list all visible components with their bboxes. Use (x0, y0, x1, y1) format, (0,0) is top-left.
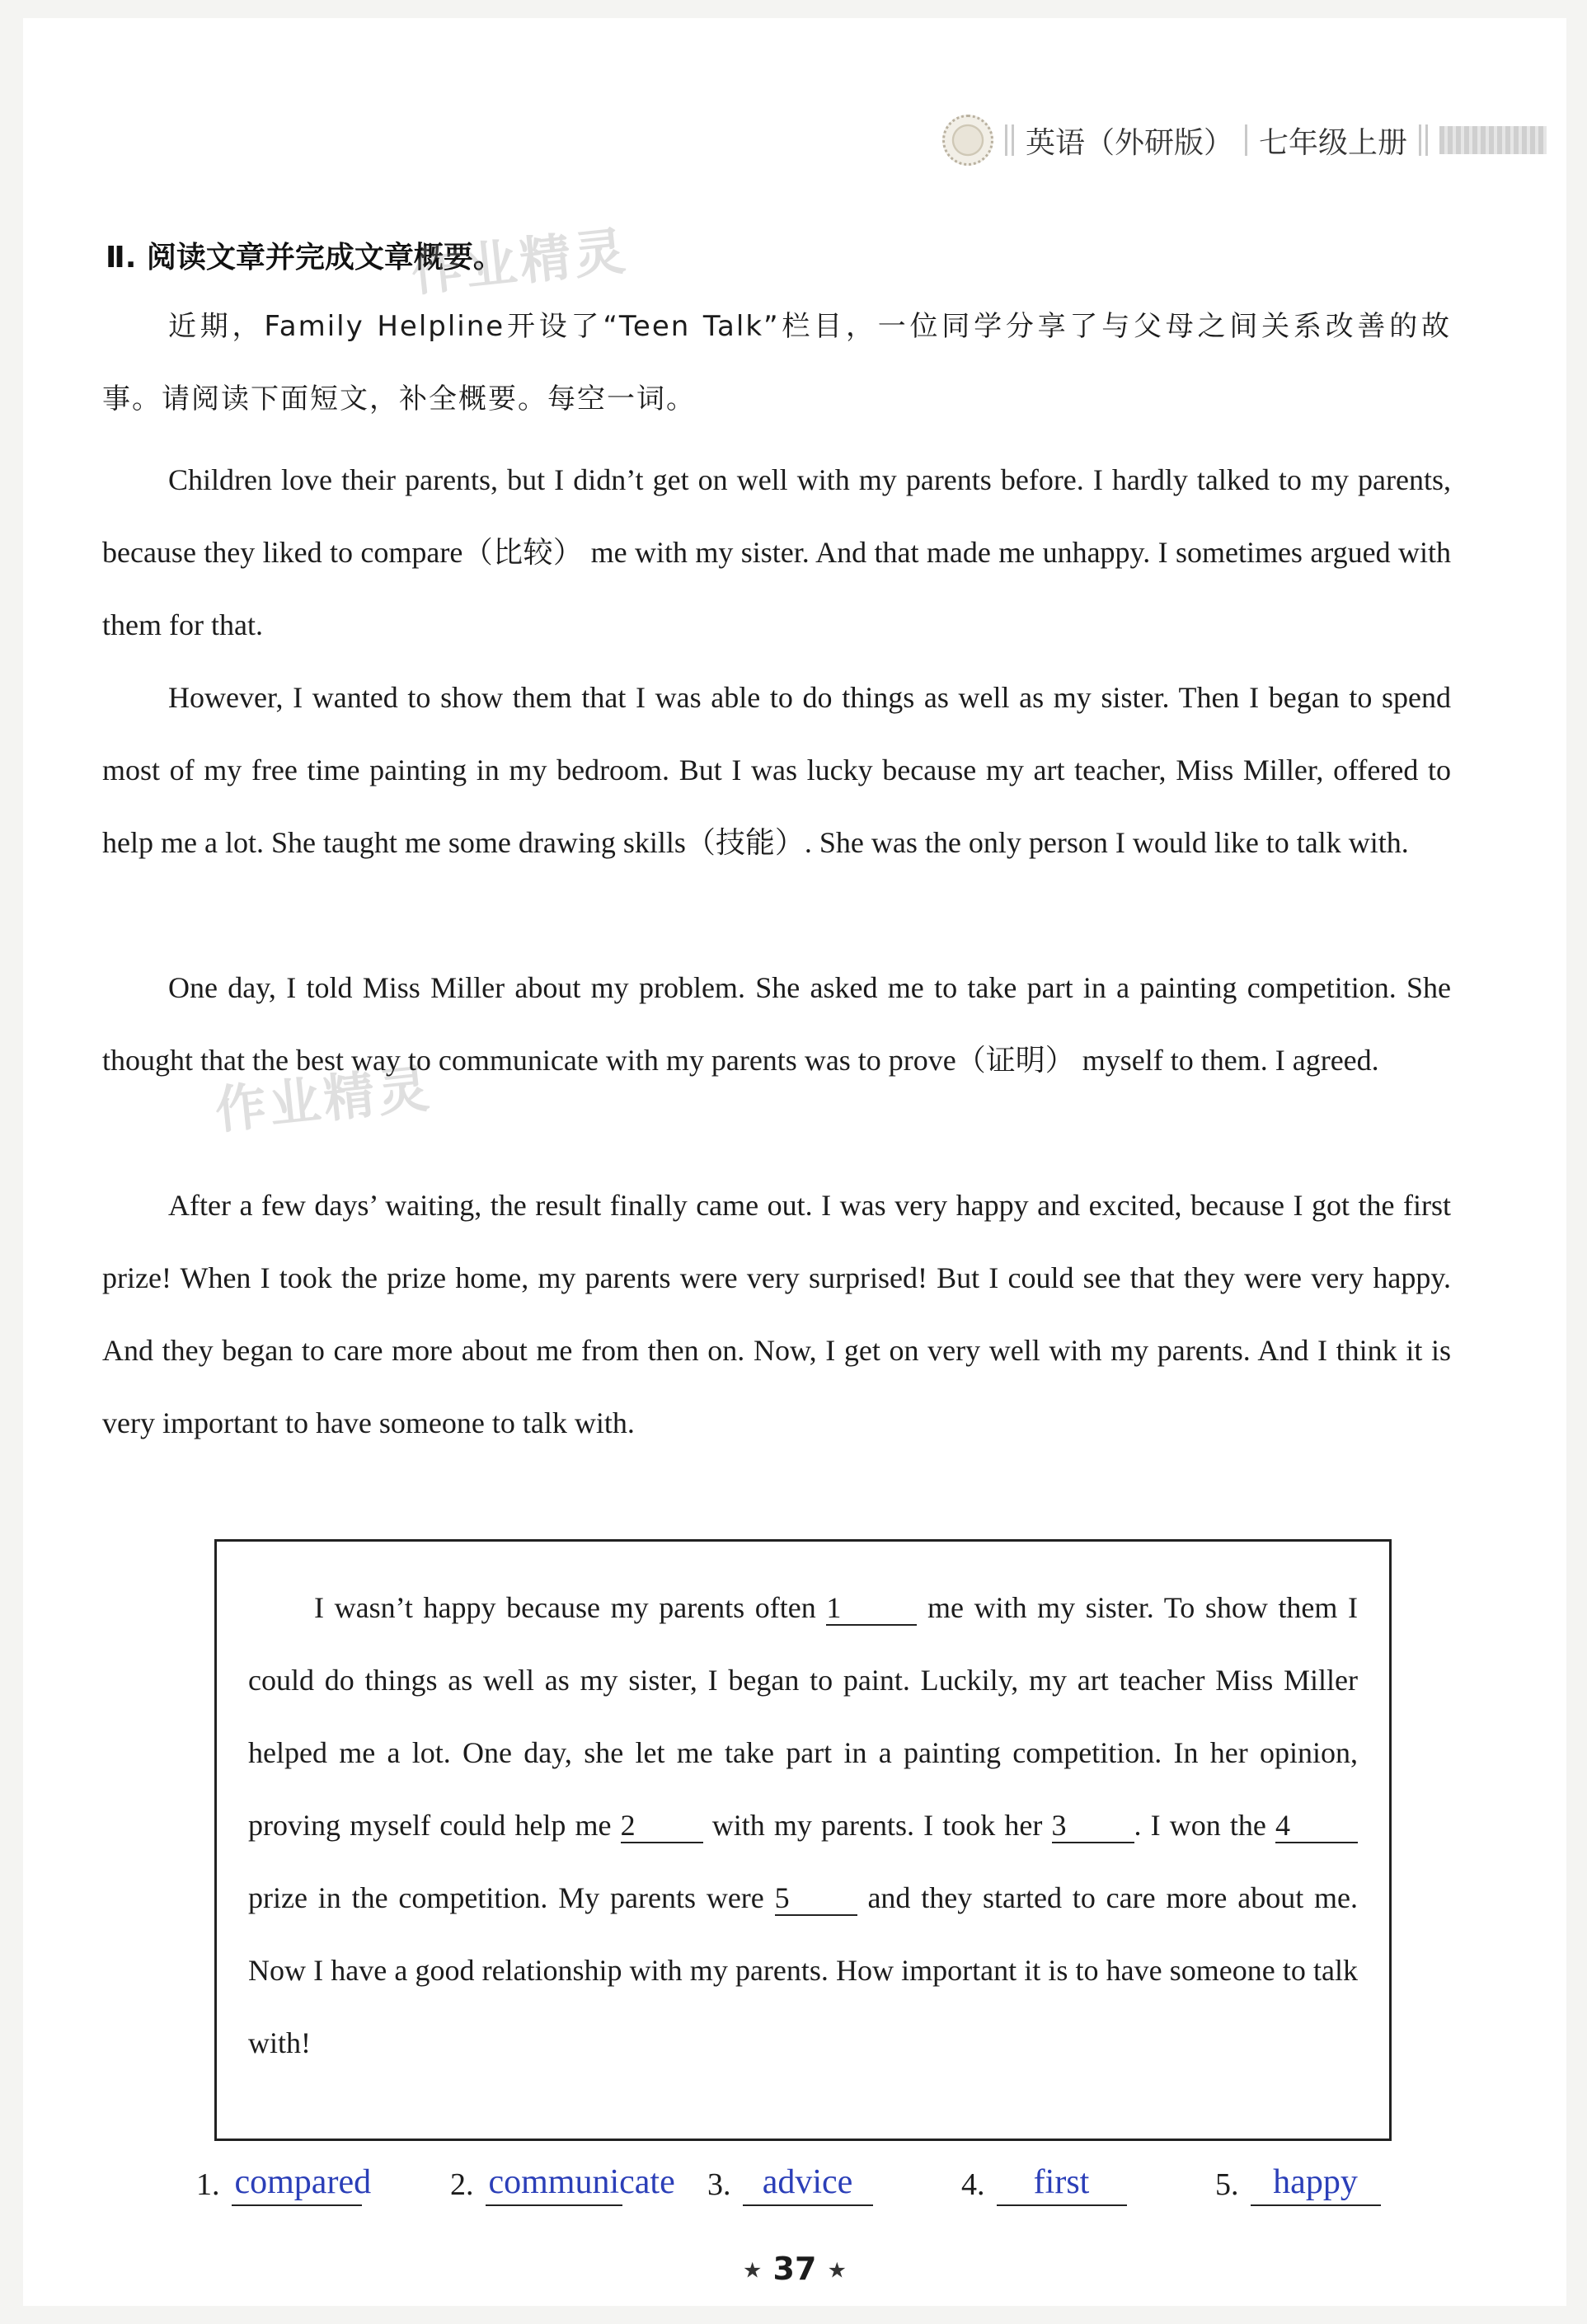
blank-4[interactable]: 4 (1275, 1809, 1358, 1843)
summary-text (248, 1571, 1358, 2079)
answer-number: 2. (450, 2167, 474, 2202)
page-number-value: 37 (772, 2251, 817, 2287)
summary-segment: with my parents. I took her (711, 1809, 1043, 1842)
sun-logo-icon (942, 115, 993, 166)
answer-word[interactable]: happy (1251, 2162, 1381, 2206)
passage-paragraph-4: After a few days’ waiting, the result finally came out. I was very happy and excited, because I got the first prize! When I took the prize home, my parents were very surprised! But I could see that they were very happy. And they began to care more about me from then on. Now, I get on very well with my parents. And I think it is very important to have someone to talk with. (102, 1189, 1451, 1439)
page (23, 18, 1566, 2306)
intro-line-1: 近期，Family Helpline开设了“Teen Talk”栏目，一位同学分享了与父母之间关系改善的故 (168, 310, 1451, 343)
summary-segment: me with my sister. To show them I could do things as well as my sister, I began to paint. Luckily, my art teacher Miss Miller helped me a lot. One day, she let me take part in a painting competition. In her opinion, proving myself could help me (248, 1591, 1358, 1842)
answer-item (961, 2162, 1127, 2206)
header-subject: 英语（外研版） (1025, 125, 1233, 159)
answer-item (707, 2162, 873, 2206)
watermark: 作业精灵 (212, 1058, 435, 1141)
answer-word[interactable]: first (997, 2162, 1127, 2206)
answer-number: 4. (961, 2167, 985, 2202)
summary-segment: prize in the competition. My parents were (248, 1881, 764, 1914)
answer-word[interactable]: communicate (486, 2162, 622, 2206)
answer-word[interactable]: advice (743, 2162, 873, 2206)
passage-paragraph-1: Children love their parents, but I didn’t get on well with my parents before. I hardly talked to my parents, because they liked to compare（比较） me with my sister. And that made me unhappy. I sometimes argued with them for that. (102, 463, 1451, 641)
summary-box (214, 1539, 1392, 2141)
answer-item (450, 2162, 675, 2206)
header-divider (1005, 124, 1007, 156)
page-number (23, 2251, 1566, 2287)
watermark: 作业精灵 (408, 220, 632, 303)
answer-number: 3. (707, 2167, 731, 2202)
intro-line-2: 事。请阅读下面短文，补全概要。每空一词。 (102, 383, 696, 416)
answer-word[interactable]: compared (232, 2162, 362, 2206)
passage-paragraph-2: However, I wanted to show them that I was able to do things as well as my sister. Then I began to spend most of my free time painting in my bedroom. But I was lucky because my art teacher, Miss Miller, offered to help me a lot. She taught me some drawing skills（技能）. She was the only person I would like to talk with. (102, 681, 1451, 859)
summary-segment: and they started to care more about me. Now I have a good relationship with my parents. How important it is to have someone to talk with! (248, 1881, 1359, 2059)
passage-paragraph-3: One day, I told Miss Miller about my problem. She asked me to take part in a painting competition. She thought that the best way to communicate with my parents was to prove（证明） myself to them. I agreed. (102, 971, 1451, 1077)
page-header (942, 115, 1547, 165)
blank-1[interactable]: 1 (826, 1591, 917, 1626)
answer-item (1215, 2162, 1381, 2206)
summary-segment: . I won the (1134, 1809, 1266, 1842)
answer-number: 1. (196, 2167, 220, 2202)
star-icon: ★ (743, 2258, 763, 2284)
blank-5[interactable]: 5 (775, 1881, 857, 1916)
header-decor-bar (1439, 126, 1547, 154)
section-title: Ⅱ. 阅读文章并完成文章概要。 (106, 241, 503, 275)
summary-segment: I wasn’t happy because my parents often (314, 1591, 816, 1624)
header-grade: 七年级上册 (1258, 125, 1407, 159)
answer-number: 5. (1215, 2167, 1239, 2202)
header-divider (1245, 124, 1247, 156)
answer-item (196, 2162, 372, 2206)
blank-2[interactable]: 2 (621, 1809, 703, 1843)
header-divider (1419, 124, 1421, 156)
blank-3[interactable]: 3 (1052, 1809, 1134, 1843)
star-icon: ★ (827, 2258, 847, 2284)
answer-row (196, 2162, 1400, 2228)
